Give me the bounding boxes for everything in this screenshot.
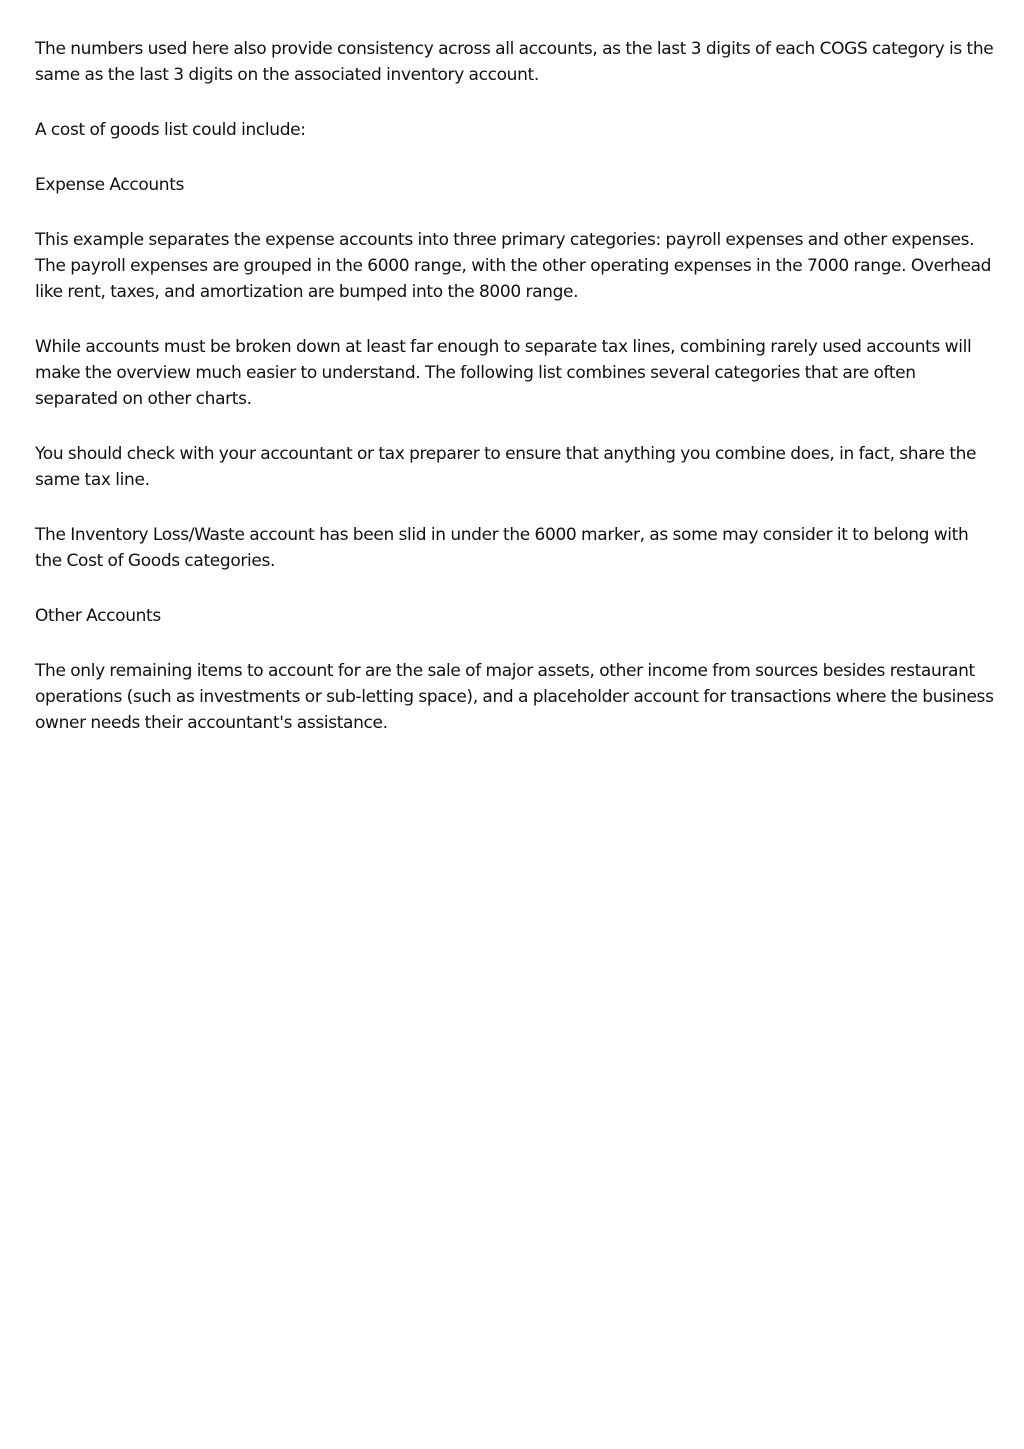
document-body: [35, 36, 995, 765]
paragraph-inventory-loss: The Inventory Loss/Waste account has been slid in under the 6000 marker, as some may consider it to belong with the Cost of Goods categories.: [35, 525, 969, 571]
paragraph-cogs-numbering: The numbers used here also provide consistency across all accounts, as the last 3 digits of each COGS category is the same as the last 3 digits on the associated inventory account.: [35, 39, 994, 85]
paragraph-expense-categories: This example separates the expense accounts into three primary categories: payroll expenses and other expenses. The payroll expenses are grouped in the 6000 range, with the other operating expenses in the 7000 range. Overhead like rent, taxes, and amortization are bumped into the 8000 range.: [35, 230, 992, 302]
paragraph-remaining-items: The only remaining items to account for are the sale of major assets, other income from sources besides restaurant operations (such as investments or sub-letting space), and a placeholder account for transactions where the business owner needs their accountant's assistance.: [35, 661, 994, 733]
paragraph-cogs-list-intro: A cost of goods list could include:: [35, 120, 306, 140]
paragraph-check-accountant: You should check with your accountant or tax preparer to ensure that anything you combine does, in fact, share the same tax line.: [35, 444, 977, 490]
paragraph-combining-accounts: While accounts must be broken down at least far enough to separate tax lines, combining rarely used accounts will make the overview much easier to understand. The following list combines several categories that are often separated on other charts.: [35, 337, 972, 409]
section-heading-expense-accounts: Expense Accounts: [35, 175, 185, 195]
section-heading-other-accounts: Other Accounts: [35, 606, 161, 626]
